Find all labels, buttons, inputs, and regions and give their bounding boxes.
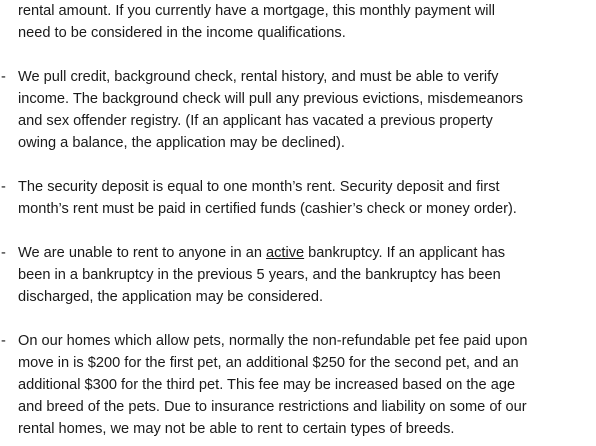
bullet-line: been in a bankruptcy in the previous 5 years, and the bankruptcy has been	[18, 267, 501, 283]
bullet-line: The security deposit is equal to one month’s rent. Security deposit and first	[18, 179, 500, 195]
bullet-line: discharged, the application may be considered.	[18, 289, 324, 305]
underlined-word: active	[266, 245, 305, 261]
bullet-marker: -	[1, 69, 6, 85]
intro-line: need to be considered in the income qualifications.	[18, 25, 346, 41]
bullet-marker: -	[1, 333, 6, 349]
bullet-line: move in is $200 for the first pet, an additional $250 for the second pet, and an	[18, 355, 519, 371]
bullet-line: additional $300 for the third pet. This fee may be increased based on the age	[18, 377, 516, 393]
bullet-line: and sex offender registry. (If an applicant has vacated a previous property	[18, 113, 493, 129]
bullet-line: We pull credit, background check, rental history, and must be able to verify	[18, 69, 499, 85]
bullet-line: and breed of the pets. Due to insurance restrictions and liability on some of our	[18, 399, 527, 415]
bullet-text: We are unable to rent to anyone in an	[18, 245, 266, 261]
bullet-marker: -	[1, 245, 6, 261]
bullet-text: bankruptcy. If an applicant has	[304, 245, 506, 261]
bullet-line: owing a balance, the application may be declined).	[18, 135, 345, 151]
intro-line: rental amount. If you currently have a mortgage, this monthly payment will	[18, 3, 495, 19]
bullet-marker: -	[1, 179, 6, 195]
bullet-line: income. The background check will pull any previous evictions, misdemeanors	[18, 91, 524, 107]
bullet-line: On our homes which allow pets, normally the non-refundable pet fee paid upon	[18, 333, 528, 349]
bullet-line: month’s rent must be paid in certified funds (cashier’s check or money order).	[18, 201, 517, 217]
bullet-line	[18, 242, 505, 264]
bullet-line: rental homes, we may not be able to rent to certain types of breeds.	[18, 421, 455, 437]
